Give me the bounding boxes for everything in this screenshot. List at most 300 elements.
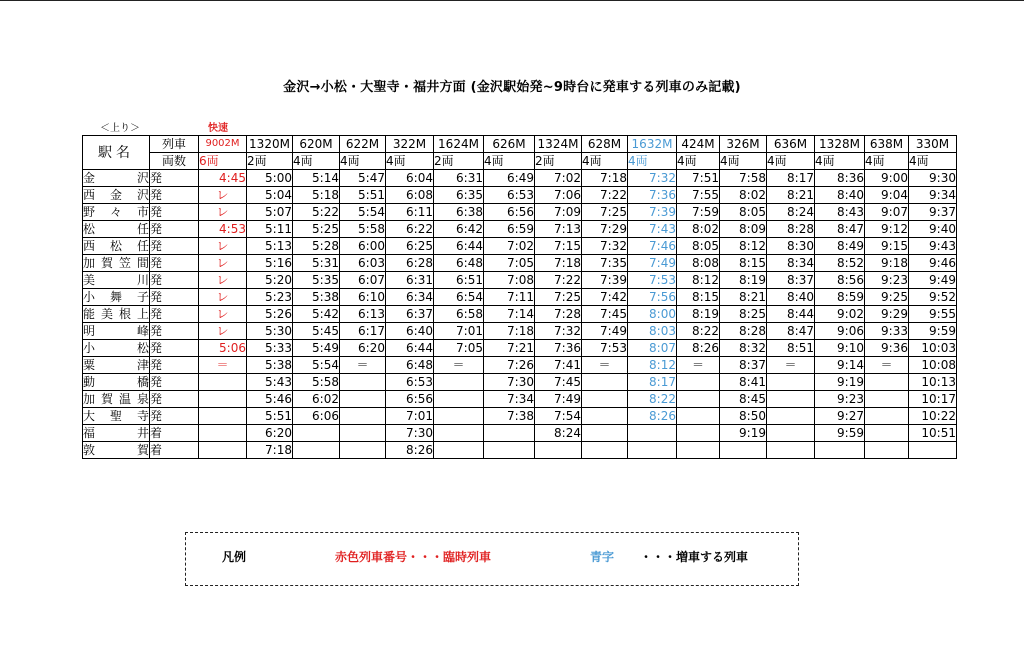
arr-dep-kind: 発 <box>150 289 199 306</box>
time-cell: 7:36 <box>628 187 677 204</box>
time-cell: 6:13 <box>340 306 386 323</box>
time-cell: 7:30 <box>484 374 535 391</box>
time-cell: 6:51 <box>434 272 484 289</box>
station-name: 大聖寺 <box>83 409 149 423</box>
time-cell: 7:45 <box>582 306 628 323</box>
time-cell: 8:28 <box>720 323 767 340</box>
time-cell: 6:44 <box>434 238 484 255</box>
time-cell: 8:30 <box>767 238 815 255</box>
car-count: 4両 <box>909 153 957 170</box>
time-cell: 8:34 <box>767 255 815 272</box>
train-number: 322M <box>386 136 434 153</box>
time-cell: 7:14 <box>484 306 535 323</box>
time-cell: 5:14 <box>293 170 340 187</box>
pass-mark: レ <box>199 255 247 272</box>
time-cell: 8:15 <box>677 289 720 306</box>
time-cell: 6:31 <box>434 170 484 187</box>
time-cell: 7:41 <box>535 357 582 374</box>
table-row <box>83 255 957 272</box>
time-cell: 8:09 <box>720 221 767 238</box>
time-cell: 5:51 <box>340 187 386 204</box>
time-cell: 8:08 <box>677 255 720 272</box>
train-number: 620M <box>293 136 340 153</box>
car-count: 4両 <box>815 153 865 170</box>
time-cell <box>535 442 582 459</box>
time-cell <box>865 425 909 442</box>
time-cell <box>582 425 628 442</box>
car-count: 4両 <box>582 153 628 170</box>
time-cell <box>677 408 720 425</box>
table-row <box>83 340 957 357</box>
pass-mark: レ <box>199 323 247 340</box>
time-cell <box>767 442 815 459</box>
time-cell <box>484 442 535 459</box>
time-cell: 9:18 <box>865 255 909 272</box>
table-row <box>83 204 957 221</box>
station-name: 福井 <box>83 426 149 440</box>
time-cell: 7:22 <box>535 272 582 289</box>
car-count: 6両 <box>199 153 247 170</box>
time-cell <box>340 374 386 391</box>
legend-heading: 凡例 <box>222 550 247 564</box>
pass-mark: レ <box>199 272 247 289</box>
time-cell <box>199 374 247 391</box>
time-cell: 6:20 <box>247 425 293 442</box>
train-number: 424M <box>677 136 720 153</box>
station-name: 粟津 <box>83 358 149 372</box>
time-cell: 5:18 <box>293 187 340 204</box>
time-cell: 5:31 <box>293 255 340 272</box>
time-cell: 8:05 <box>720 204 767 221</box>
car-count: 4両 <box>677 153 720 170</box>
time-cell: 6:34 <box>386 289 434 306</box>
time-cell: 7:49 <box>535 391 582 408</box>
time-cell: 9:33 <box>865 323 909 340</box>
time-cell: 9:52 <box>909 289 957 306</box>
time-cell <box>293 425 340 442</box>
time-cell: 8:26 <box>677 340 720 357</box>
time-cell: 5:07 <box>247 204 293 221</box>
arr-dep-kind: 発 <box>150 306 199 323</box>
time-cell: 5:16 <box>247 255 293 272</box>
time-cell: 7:45 <box>535 374 582 391</box>
pass-mark: ＝ <box>767 357 815 374</box>
time-cell: 8:44 <box>767 306 815 323</box>
table-row <box>83 272 957 289</box>
time-cell <box>484 425 535 442</box>
time-cell <box>340 442 386 459</box>
time-cell: 8:24 <box>535 425 582 442</box>
time-cell: 8:12 <box>677 272 720 289</box>
time-cell <box>909 442 957 459</box>
pass-mark: ＝ <box>434 357 484 374</box>
time-cell: 9:15 <box>865 238 909 255</box>
car-count: 2両 <box>434 153 484 170</box>
time-cell: 5:54 <box>340 204 386 221</box>
time-cell: 6:53 <box>386 374 434 391</box>
time-cell: 7:15 <box>535 238 582 255</box>
station-name: 小舞子 <box>83 290 149 304</box>
time-cell: 6:08 <box>386 187 434 204</box>
time-cell: 6:42 <box>434 221 484 238</box>
time-cell <box>677 442 720 459</box>
time-cell <box>628 425 677 442</box>
time-cell: 7:54 <box>535 408 582 425</box>
station-name: 動橋 <box>83 375 149 389</box>
cars-row-label: 両数 <box>150 153 199 170</box>
time-cell: 6:04 <box>386 170 434 187</box>
time-cell: 6:44 <box>386 340 434 357</box>
time-cell: 8:02 <box>677 221 720 238</box>
arr-dep-kind: 着 <box>150 425 199 442</box>
station-name: 能美根上 <box>83 307 149 321</box>
time-cell <box>199 442 247 459</box>
time-cell: 5:51 <box>247 408 293 425</box>
time-cell: 8:17 <box>628 374 677 391</box>
legend-blue-text: 青字 <box>590 550 615 564</box>
train-number: 1324M <box>535 136 582 153</box>
time-cell: 7:53 <box>628 272 677 289</box>
train-number: 638M <box>865 136 909 153</box>
time-cell: 9:25 <box>865 289 909 306</box>
time-cell: 6:37 <box>386 306 434 323</box>
time-cell: 8:12 <box>720 238 767 255</box>
time-cell: 10:13 <box>909 374 957 391</box>
time-cell: 5:04 <box>247 187 293 204</box>
time-cell: 8:17 <box>767 170 815 187</box>
time-cell: 5:58 <box>340 221 386 238</box>
table-row <box>83 221 957 238</box>
time-cell: 6:22 <box>386 221 434 238</box>
time-cell: 7:18 <box>484 323 535 340</box>
time-cell: 5:26 <box>247 306 293 323</box>
time-cell: 6:48 <box>434 255 484 272</box>
time-cell: 8:56 <box>815 272 865 289</box>
table-row <box>83 408 957 425</box>
car-count: 4両 <box>865 153 909 170</box>
time-cell: 5:33 <box>247 340 293 357</box>
station-name: 野々市 <box>83 205 149 219</box>
time-cell: 9:23 <box>865 272 909 289</box>
time-cell: 7:53 <box>582 340 628 357</box>
time-cell: 7:58 <box>720 170 767 187</box>
train-number: 9002M <box>199 136 247 153</box>
time-cell: 9:36 <box>865 340 909 357</box>
time-cell: 7:32 <box>628 170 677 187</box>
time-cell: 8:37 <box>720 357 767 374</box>
time-cell: 7:56 <box>628 289 677 306</box>
time-cell <box>677 374 720 391</box>
table-row <box>83 289 957 306</box>
time-cell <box>199 391 247 408</box>
table-row <box>83 425 957 442</box>
time-cell <box>720 442 767 459</box>
car-count: 4両 <box>340 153 386 170</box>
time-cell: 9:04 <box>865 187 909 204</box>
time-cell: 5:11 <box>247 221 293 238</box>
time-cell: 5:46 <box>247 391 293 408</box>
time-cell: 9:55 <box>909 306 957 323</box>
pass-mark: ＝ <box>677 357 720 374</box>
arr-dep-kind: 発 <box>150 187 199 204</box>
legend-red-text: 赤色列車番号・・・臨時列車 <box>335 550 492 564</box>
time-cell: 9:19 <box>815 374 865 391</box>
time-cell: 9:37 <box>909 204 957 221</box>
time-cell: 7:43 <box>628 221 677 238</box>
car-count: 4両 <box>293 153 340 170</box>
time-cell: 8:21 <box>767 187 815 204</box>
time-cell: 5:38 <box>293 289 340 306</box>
time-cell <box>293 442 340 459</box>
car-count: 4両 <box>767 153 815 170</box>
time-cell <box>199 408 247 425</box>
time-cell: 7:18 <box>582 170 628 187</box>
time-cell: 5:00 <box>247 170 293 187</box>
time-cell: 9:02 <box>815 306 865 323</box>
station-name: 松任 <box>83 222 149 236</box>
time-cell: 7:01 <box>386 408 434 425</box>
time-cell: 7:25 <box>535 289 582 306</box>
time-cell <box>434 408 484 425</box>
pass-mark: レ <box>199 289 247 306</box>
time-cell: 5:54 <box>293 357 340 374</box>
time-cell: 6:48 <box>386 357 434 374</box>
time-cell: 8:26 <box>628 408 677 425</box>
train-number: 626M <box>484 136 535 153</box>
time-cell: 10:22 <box>909 408 957 425</box>
table-row <box>83 357 957 374</box>
time-cell: 8:40 <box>767 289 815 306</box>
time-cell: 8:19 <box>720 272 767 289</box>
pass-mark: レ <box>199 306 247 323</box>
time-cell: 6:59 <box>484 221 535 238</box>
time-cell: 6:28 <box>386 255 434 272</box>
time-cell: 8:22 <box>628 391 677 408</box>
train-number: 1632M <box>628 136 677 153</box>
train-number: 622M <box>340 136 386 153</box>
time-cell: 9:14 <box>815 357 865 374</box>
time-cell: 7:26 <box>484 357 535 374</box>
time-cell: 7:06 <box>535 187 582 204</box>
time-cell: 8:45 <box>720 391 767 408</box>
pass-mark: ＝ <box>865 357 909 374</box>
pass-mark: ＝ <box>199 357 247 374</box>
pass-mark: ＝ <box>582 357 628 374</box>
time-cell: 8:07 <box>628 340 677 357</box>
pass-mark: レ <box>199 187 247 204</box>
time-cell: 7:01 <box>434 323 484 340</box>
time-cell: 7:49 <box>582 323 628 340</box>
arr-dep-kind: 発 <box>150 272 199 289</box>
table-row <box>83 391 957 408</box>
arr-dep-kind: 発 <box>150 391 199 408</box>
time-cell: 9:06 <box>815 323 865 340</box>
time-cell: 5:49 <box>293 340 340 357</box>
time-cell: 8:59 <box>815 289 865 306</box>
time-cell: 5:42 <box>293 306 340 323</box>
time-cell <box>767 391 815 408</box>
time-cell: 8:28 <box>767 221 815 238</box>
time-cell: 6:54 <box>434 289 484 306</box>
time-cell: 8:47 <box>767 323 815 340</box>
time-cell <box>434 442 484 459</box>
time-cell <box>815 442 865 459</box>
time-cell <box>434 374 484 391</box>
time-cell: 5:47 <box>340 170 386 187</box>
time-cell <box>865 408 909 425</box>
arr-dep-kind: 着 <box>150 442 199 459</box>
time-cell: 9:59 <box>909 323 957 340</box>
time-cell: 7:55 <box>677 187 720 204</box>
time-cell <box>582 442 628 459</box>
car-count: 2両 <box>247 153 293 170</box>
time-cell: 9:00 <box>865 170 909 187</box>
legend-blue-desc: ・・・増車する列車 <box>640 550 749 564</box>
pass-mark: レ <box>199 204 247 221</box>
table-row <box>83 323 957 340</box>
time-cell: 7:42 <box>582 289 628 306</box>
time-cell: 7:32 <box>582 238 628 255</box>
time-cell: 5:22 <box>293 204 340 221</box>
top-border <box>0 0 1024 1</box>
time-cell: 8:03 <box>628 323 677 340</box>
time-cell <box>865 442 909 459</box>
time-cell: 7:05 <box>434 340 484 357</box>
time-cell <box>434 425 484 442</box>
header-row-cars <box>83 153 957 170</box>
arr-dep-kind: 発 <box>150 238 199 255</box>
time-cell <box>582 408 628 425</box>
station-name: 敦賀 <box>83 443 149 457</box>
train-number: 330M <box>909 136 957 153</box>
time-cell: 7:25 <box>582 204 628 221</box>
train-number: 1624M <box>434 136 484 153</box>
time-cell: 7:49 <box>628 255 677 272</box>
time-cell: 7:46 <box>628 238 677 255</box>
time-cell <box>582 391 628 408</box>
time-cell: 5:45 <box>293 323 340 340</box>
time-cell: 8:51 <box>767 340 815 357</box>
arr-dep-kind: 発 <box>150 255 199 272</box>
time-cell: 5:38 <box>247 357 293 374</box>
time-cell: 9:07 <box>865 204 909 221</box>
time-cell: 9:46 <box>909 255 957 272</box>
time-cell: 5:25 <box>293 221 340 238</box>
time-cell: 6:06 <box>293 408 340 425</box>
time-cell: 8:41 <box>720 374 767 391</box>
time-cell <box>434 391 484 408</box>
time-cell: 4:53 <box>199 221 247 238</box>
time-cell: 9:30 <box>909 170 957 187</box>
table-row <box>83 238 957 255</box>
time-cell: 8:43 <box>815 204 865 221</box>
time-cell: 7:34 <box>484 391 535 408</box>
time-cell: 8:00 <box>628 306 677 323</box>
time-cell: 8:02 <box>720 187 767 204</box>
train-number: 628M <box>582 136 628 153</box>
train-row-label: 列車 <box>150 136 199 153</box>
time-cell: 5:20 <box>247 272 293 289</box>
rapid-label: 快速 <box>208 123 228 134</box>
time-cell: 7:59 <box>677 204 720 221</box>
timetable <box>82 135 957 459</box>
page-title: 金沢→小松・大聖寺・福井方面 (金沢駅始発~9時台に発車する列車のみ記載) <box>283 80 741 95</box>
table-row <box>83 170 957 187</box>
time-cell: 6:53 <box>484 187 535 204</box>
arr-dep-kind: 発 <box>150 323 199 340</box>
time-cell: 8:49 <box>815 238 865 255</box>
time-cell: 7:18 <box>535 255 582 272</box>
time-cell <box>767 425 815 442</box>
time-cell: 8:47 <box>815 221 865 238</box>
time-cell: 8:21 <box>720 289 767 306</box>
arr-dep-kind: 発 <box>150 357 199 374</box>
arr-dep-kind: 発 <box>150 221 199 238</box>
time-cell <box>628 442 677 459</box>
time-cell: 7:08 <box>484 272 535 289</box>
time-cell: 10:08 <box>909 357 957 374</box>
time-cell: 5:06 <box>199 340 247 357</box>
time-cell: 6:56 <box>484 204 535 221</box>
time-cell: 7:02 <box>484 238 535 255</box>
time-cell <box>340 425 386 442</box>
time-cell <box>582 374 628 391</box>
time-cell: 4:45 <box>199 170 247 187</box>
time-cell <box>340 408 386 425</box>
time-cell: 8:15 <box>720 255 767 272</box>
car-count: 4両 <box>720 153 767 170</box>
time-cell: 7:18 <box>247 442 293 459</box>
train-number: 326M <box>720 136 767 153</box>
time-cell: 6:49 <box>484 170 535 187</box>
train-number: 636M <box>767 136 815 153</box>
time-cell <box>865 391 909 408</box>
time-cell: 8:19 <box>677 306 720 323</box>
time-cell: 7:11 <box>484 289 535 306</box>
time-cell: 6:07 <box>340 272 386 289</box>
station-name: 明峰 <box>83 324 149 338</box>
time-cell <box>677 391 720 408</box>
station-name: 加賀笠間 <box>83 256 149 270</box>
arr-dep-kind: 発 <box>150 340 199 357</box>
time-cell: 7:39 <box>582 272 628 289</box>
time-cell <box>767 408 815 425</box>
time-cell: 5:23 <box>247 289 293 306</box>
time-cell: 7:29 <box>582 221 628 238</box>
time-cell: 6:38 <box>434 204 484 221</box>
table-row <box>83 187 957 204</box>
car-count: 4両 <box>628 153 677 170</box>
time-cell: 6:31 <box>386 272 434 289</box>
arr-dep-kind: 発 <box>150 408 199 425</box>
station-name: 美川 <box>83 273 149 287</box>
station-header: 駅名 <box>83 136 150 170</box>
station-name: 小松 <box>83 341 149 355</box>
time-cell: 6:35 <box>434 187 484 204</box>
time-cell: 8:40 <box>815 187 865 204</box>
time-cell: 9:29 <box>865 306 909 323</box>
time-cell: 9:43 <box>909 238 957 255</box>
time-cell: 7:38 <box>484 408 535 425</box>
time-cell: 8:24 <box>767 204 815 221</box>
car-count: 4両 <box>386 153 434 170</box>
time-cell: 7:39 <box>628 204 677 221</box>
time-cell: 7:13 <box>535 221 582 238</box>
arr-dep-kind: 発 <box>150 170 199 187</box>
time-cell: 6:03 <box>340 255 386 272</box>
arr-dep-kind: 発 <box>150 374 199 391</box>
time-cell: 6:17 <box>340 323 386 340</box>
